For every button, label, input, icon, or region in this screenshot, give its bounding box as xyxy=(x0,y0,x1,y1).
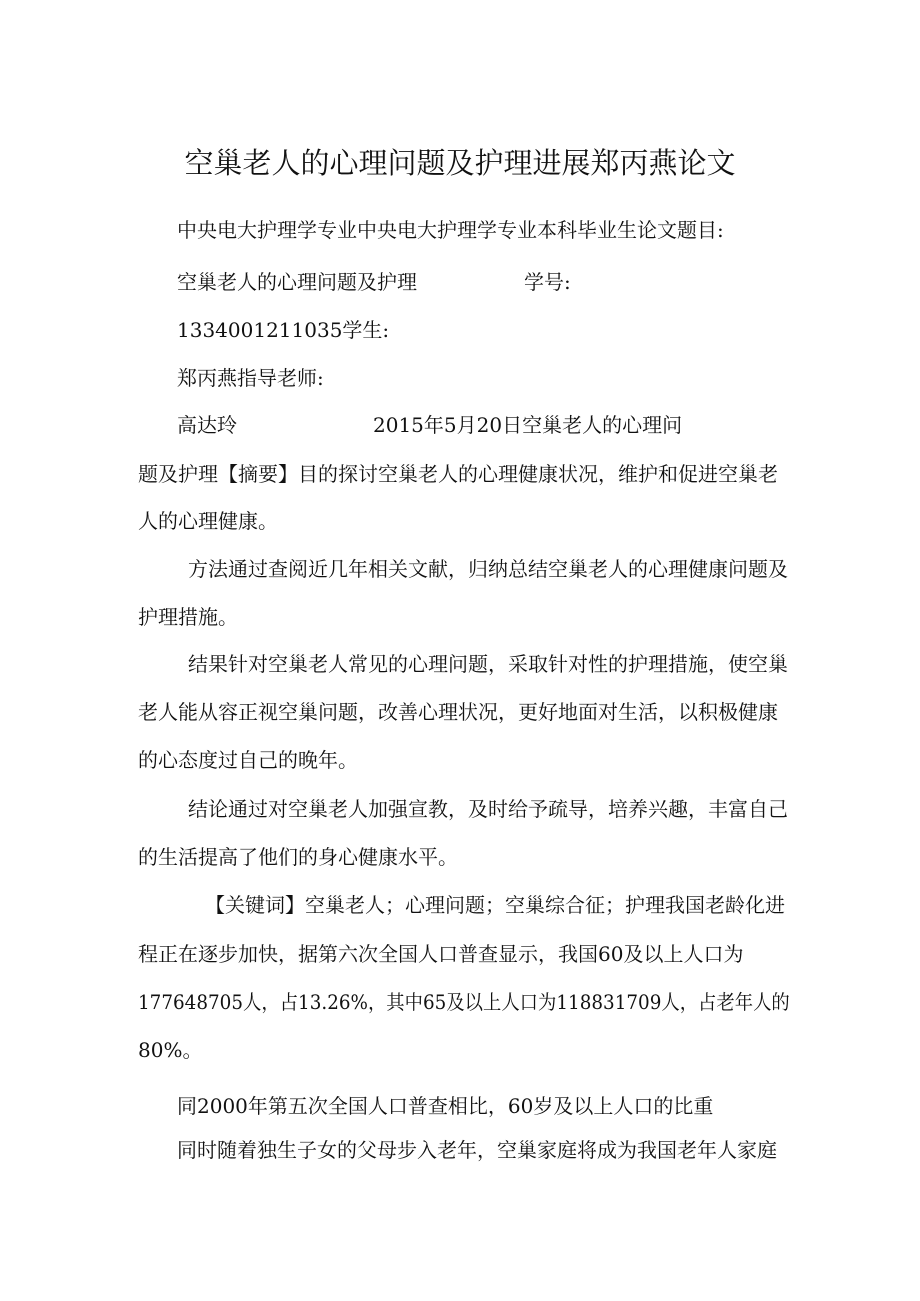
text-line-18: 80%。 xyxy=(138,1038,203,1062)
text-line-16: 程正在逐步加快，据第六次全国人口普查显示，我国60及以上人口为 xyxy=(138,942,744,966)
advisor-name: 高达玲 xyxy=(177,413,237,437)
text-line-6: 题及护理【摘要】目的探讨空巢老人的心理健康状况，维护和促进空巢老 xyxy=(138,462,778,486)
thesis-topic: 空巢老人的心理问题及护理 xyxy=(177,270,417,294)
text-line-10: 结果针对空巢老人常见的心理问题，采取针对性的护理措施，使空巢 xyxy=(188,652,788,676)
text-line-5 xyxy=(177,411,682,439)
student-id-label: 学号: xyxy=(524,270,571,294)
text-line-9: 护理措施。 xyxy=(138,605,238,629)
document-title: 空巢老人的心理问题及护理进展郑丙燕论文 xyxy=(184,146,736,180)
date-and-title-start: 2015年5月20日空巢老人的心理问 xyxy=(373,413,683,437)
text-line-15: 【关键词】空巢老人；心理问题；空巢综合征；护理我国老龄化进 xyxy=(205,893,785,917)
text-line-4: 郑丙燕指导老师: xyxy=(177,366,324,390)
text-line-7: 人的心理健康。 xyxy=(138,509,278,533)
text-line-8: 方法通过查阅近几年相关文献，归纳总结空巢老人的心理健康问题及 xyxy=(188,557,788,581)
text-line-2 xyxy=(177,268,571,296)
text-line-1: 中央电大护理学专业中央电大护理学专业本科毕业生论文题目: xyxy=(177,218,724,242)
text-line-17: 177648705人，占13.26%，其中65及以上人口为118831709人，占老年人的 xyxy=(138,990,790,1014)
text-line-11: 老人能从容正视空巢问题，改善心理状况，更好地面对生活，以积极健康 xyxy=(138,700,778,724)
text-line-12: 的心态度过自己的晚年。 xyxy=(138,748,358,772)
text-line-3: 1334001211035学生: xyxy=(177,318,390,342)
text-line-14: 的生活提高了他们的身心健康水平。 xyxy=(138,845,458,869)
text-line-19: 同2000年第五次全国人口普查相比，60岁及以上人口的比重 xyxy=(177,1094,714,1118)
text-line-20: 同时随着独生子女的父母步入老年，空巢家庭将成为我国老年人家庭 xyxy=(177,1138,777,1162)
text-line-13: 结论通过对空巢老人加强宣教，及时给予疏导，培养兴趣，丰富自己 xyxy=(188,797,788,821)
